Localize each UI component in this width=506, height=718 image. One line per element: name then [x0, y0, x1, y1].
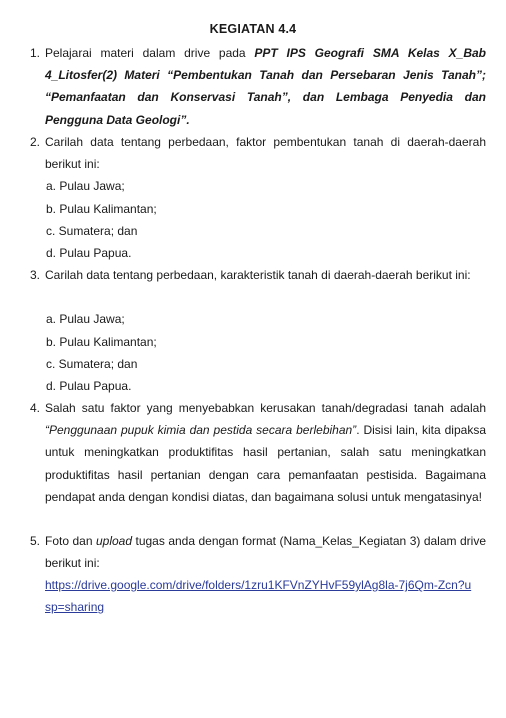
item-text — [45, 530, 486, 574]
sub-item: c. Sumatera; dan — [46, 224, 138, 238]
sub-item: b. Pulau Kalimantan; — [46, 335, 157, 349]
page-title: KEGIATAN 4.4 — [209, 22, 297, 36]
sub-item: c. Sumatera; dan — [46, 357, 138, 371]
sub-item: d. Pulau Papua. — [46, 379, 132, 393]
item-5-italic: upload — [95, 534, 133, 548]
drive-link[interactable]: https://drive.google.com/drive/folders/1zru1KFVnZYHvF59ylAg8la-7j6Qm-Zcn?usp=sharing — [45, 578, 472, 615]
list-item-2 — [30, 131, 486, 175]
item-number: 1. — [30, 46, 41, 60]
sub-item: b. Pulau Kalimantan; — [46, 202, 157, 216]
item-4-italic: “Penggunaan pupuk kimia dan pestida secara berlebihan” — [45, 423, 357, 438]
item-1-text: Pelajarai materi dalam drive pada — [45, 46, 255, 60]
item-text — [45, 397, 486, 508]
item-number: 4. — [30, 401, 41, 415]
item-5-text-b: tugas anda dengan format (Nama_Kelas_Kegiatan 3) dalam drive berikut ini: — [45, 534, 486, 571]
item-1-bold-italic: PPT IPS Geografi SMA Kelas X_Bab 4_Litosfer(2) Materi “Pembentukan Tanah dan Persebaran Jenis Tanah”; “Pemanfaatan dan Konservasi Tanah”, dan Lembaga Penyedia dan Pengguna Data Geologi”. — [45, 46, 487, 127]
drive-link-container — [45, 574, 475, 618]
sub-item: a. Pulau Jawa; — [46, 312, 125, 326]
item-2-text: Carilah data tentang perbedaan, faktor pembentukan tanah di daerah-daerah berikut ini: — [45, 135, 486, 172]
list-item-3 — [30, 264, 486, 286]
item-3-text: Carilah data tentang perbedaan, karakteristik tanah di daerah-daerah berikut ini: — [45, 268, 471, 282]
item-number: 5. — [30, 534, 41, 548]
list-item-5 — [30, 530, 486, 574]
list-item-4 — [30, 397, 486, 508]
sub-item: d. Pulau Papua. — [46, 246, 132, 260]
item-5-text-a: Foto dan — [45, 534, 96, 548]
item-4-text-a: Salah satu faktor yang menyebabkan kerusakan tanah/degradasi tanah adalah — [45, 401, 486, 415]
list-item-1 — [30, 42, 486, 131]
item-text — [45, 42, 486, 131]
item-4-text-b: . Disisi lain, kita dipaksa untuk meningkatkan produktifitas hasil pertanian, salah satu meningkatkan produktifitas hasil pertanian dengan cara pemanfaatan pestisida. Bagaimana pendapat anda dengan kondisi diatas, dan bagaimana solusi untuk mengatasinya! — [45, 423, 486, 504]
sub-item: a. Pulau Jawa; — [46, 179, 125, 193]
item-number: 2. — [30, 135, 41, 149]
item-number: 3. — [30, 268, 41, 282]
